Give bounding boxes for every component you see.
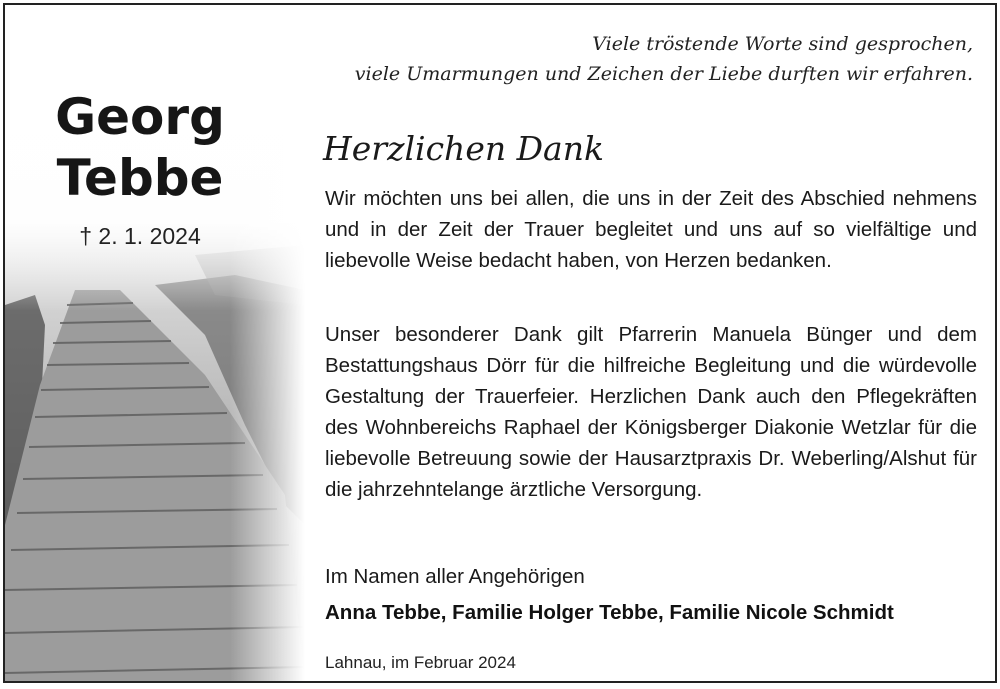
deceased-first-name: Georg (55, 88, 225, 146)
deceased-last-name: Tebbe (56, 149, 224, 207)
thanks-paragraph-1: Wir möchten uns bei allen, die uns in der Zeit des Abschied nehmens und in der Zeit der Trauer begleitet und uns auf so vielfältige und liebevolle Weise bedacht haben, von Herzen bedanken. (325, 187, 977, 272)
thanks-paragraph-2: Unser besonderer Dank gilt Pfarrerin Manuela Bünger und dem Bestattungshaus Dörr für die hilfreiche Begleitung und die würdevolle Gestaltung der Trauerfeier. Herzlichen Dank auch den Pflegekräften des Wohnbereichs Raphael der Königsberger Diakonie Wetzlar für die liebevolle Betreuung sowie der Hausarztpraxis Dr. Weberling/Alshut für die jahrzehntelange ärztliche Versorgung. (325, 323, 977, 501)
quote-line-2: viele Umarmungen und Zeichen der Liebe durften wir erfahren. (354, 63, 973, 85)
place-date: Lahnau, im Februar 2024 (325, 653, 516, 672)
signature-intro: Im Namen aller Angehörigen (325, 565, 585, 588)
obituary-card (3, 3, 997, 683)
signature-names: Anna Tebbe, Familie Holger Tebbe, Familie Nicole Schmidt (325, 601, 894, 624)
death-date: † 2. 1. 2024 (79, 223, 201, 249)
thanks-heading: Herzlichen Dank (323, 129, 604, 168)
quote-line-1: Viele tröstende Worte sind gesprochen, (592, 33, 973, 55)
